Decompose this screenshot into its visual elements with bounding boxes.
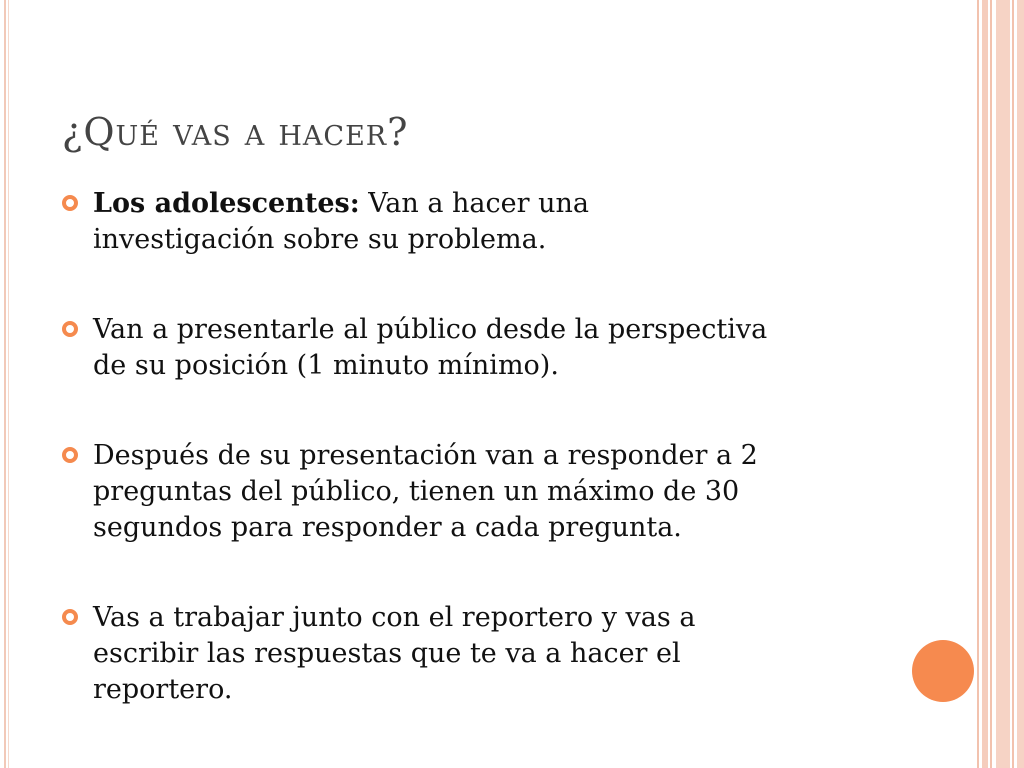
bullet-line: segundos para responder a cada pregunta. xyxy=(93,512,682,543)
bullet-icon xyxy=(62,609,78,625)
bullet-icon xyxy=(62,321,78,337)
bullet-line: escribir las respuestas que te va a hacer el xyxy=(93,638,681,669)
bullet-line: Van a presentarle al público desde la perspectiva xyxy=(93,314,768,345)
right-stripe xyxy=(982,0,988,768)
decorative-circle xyxy=(912,640,974,702)
bullet-line: Vas a trabajar junto con el reportero y vas a xyxy=(93,602,696,633)
bullet-line: de su posición (1 minuto mínimo). xyxy=(93,350,559,381)
bullet-item xyxy=(62,438,892,546)
bullet-line: reportero. xyxy=(93,674,233,705)
right-stripe xyxy=(996,0,1010,768)
bullet-list xyxy=(62,186,892,708)
right-stripe xyxy=(1017,0,1024,768)
left-border-line xyxy=(4,0,6,768)
right-stripe xyxy=(1012,0,1014,768)
bullet-item xyxy=(62,186,892,258)
bullet-item xyxy=(62,600,892,708)
bullet-line: Después de su presentación van a responder a 2 xyxy=(93,440,758,471)
bullet-line: preguntas del público, tienen un máximo de 30 xyxy=(93,476,740,507)
bullet-line: investigación sobre su problema. xyxy=(93,224,547,255)
bullet-item xyxy=(62,312,892,384)
left-border-line-inner xyxy=(8,0,9,768)
bullet-line xyxy=(93,186,892,222)
right-stripe xyxy=(977,0,979,768)
right-stripe xyxy=(990,0,992,768)
bullet-icon xyxy=(62,447,78,463)
bullet-icon xyxy=(62,195,78,211)
bullet-bold-label: Los adolescentes: xyxy=(93,188,360,219)
slide-title: ¿Qué vas a hacer? xyxy=(62,110,409,154)
bullet-text: Van a hacer una xyxy=(359,188,589,219)
